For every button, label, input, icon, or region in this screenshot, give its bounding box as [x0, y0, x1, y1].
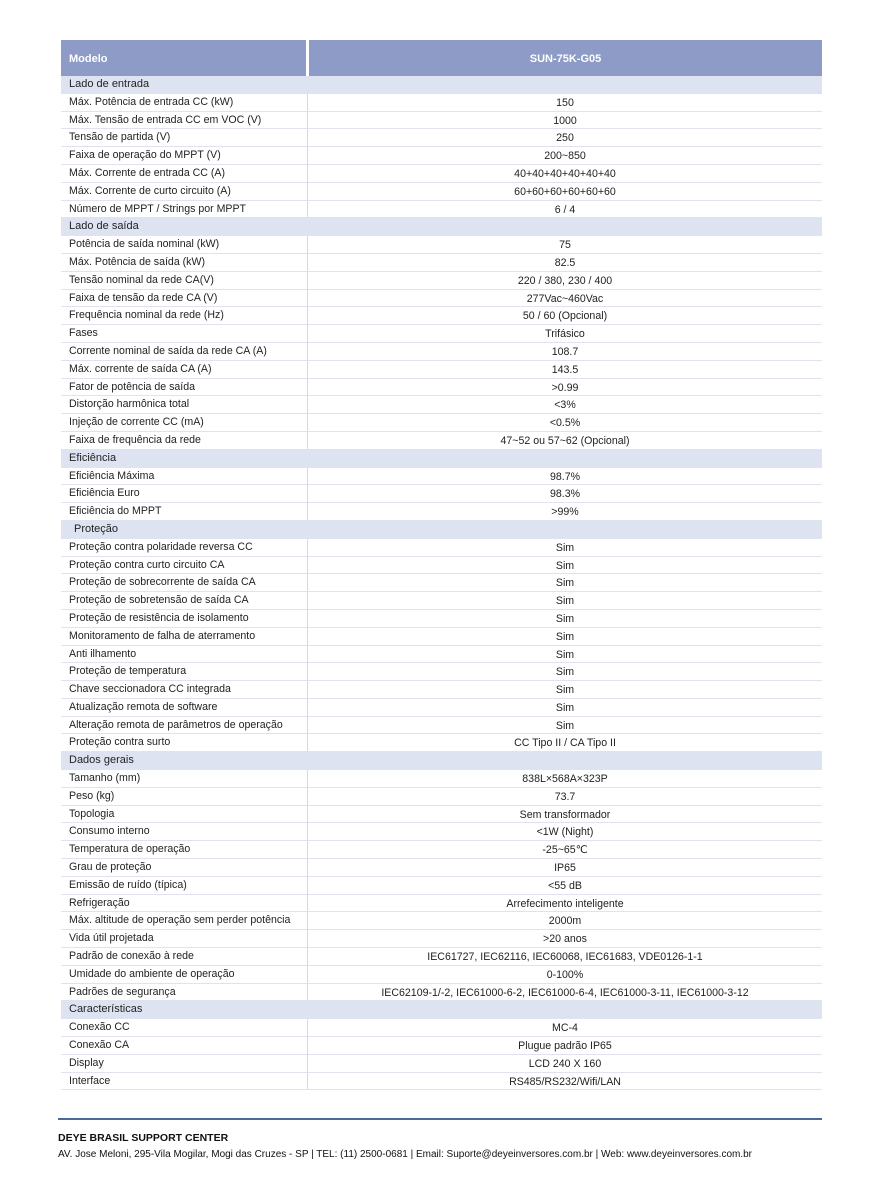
spec-table	[61, 40, 822, 1090]
table-row	[61, 183, 822, 201]
spec-value: Sim	[555, 666, 575, 679]
spec-value: Sim	[555, 630, 575, 643]
spec-label: Interface	[61, 1073, 308, 1090]
spec-value: Sim	[555, 541, 575, 554]
spec-value: Sim	[555, 559, 575, 572]
spec-label: Máx. altitude de operação sem perder potência	[61, 912, 308, 929]
spec-label: Máx. Corrente de curto circuito (A)	[61, 183, 308, 200]
spec-value: >20 anos	[543, 933, 587, 946]
spec-label: Proteção de sobretensão de saída CA	[61, 592, 308, 609]
spec-value: IEC62109-1/-2, IEC61000-6-2, IEC61000-6-4, IEC61000-3-11, IEC61000-3-12	[381, 986, 749, 999]
table-row	[61, 147, 822, 165]
spec-label: Máx. Potência de saída (kW)	[61, 254, 308, 271]
spec-value: 50 / 60 (Opcional)	[522, 310, 608, 323]
spec-value: Arrefecimento inteligente	[506, 897, 624, 910]
spec-value: 220 / 380, 230 / 400	[517, 274, 613, 287]
table-row	[61, 859, 822, 877]
section-header: Dados gerais	[61, 752, 822, 770]
table-row	[61, 129, 822, 147]
table-row	[61, 112, 822, 130]
table-row	[61, 717, 822, 735]
spec-label: Refrigeração	[61, 895, 308, 912]
spec-value: Sim	[555, 701, 575, 714]
spec-label: Proteção contra curto circuito CA	[61, 557, 308, 574]
table-row	[61, 930, 822, 948]
spec-label: Proteção de temperatura	[61, 663, 308, 680]
spec-value: 73.7	[554, 790, 576, 803]
table-row	[61, 610, 822, 628]
spec-value: Sem transformador	[519, 808, 611, 821]
spec-value: 1000	[553, 114, 577, 127]
spec-label: Faixa de frequência da rede	[61, 432, 308, 449]
spec-label: Peso (kg)	[61, 788, 308, 805]
spec-value: 47~52 ou 57~62 (Opcional)	[500, 434, 630, 447]
spec-label: Faixa de tensão da rede CA (V)	[61, 290, 308, 307]
spec-label: Máx. Potência de entrada CC (kW)	[61, 94, 308, 111]
spec-label: Máx. corrente de saída CA (A)	[61, 361, 308, 378]
spec-label: Proteção contra surto	[61, 734, 308, 751]
table-row	[61, 290, 822, 308]
spec-label: Frequência nominal da rede (Hz)	[61, 307, 308, 324]
spec-label: Injeção de corrente CC (mA)	[61, 414, 308, 431]
spec-value: <3%	[554, 399, 576, 412]
table-row	[61, 984, 822, 1002]
spec-label: Conexão CC	[61, 1019, 308, 1036]
spec-label: Número de MPPT / Strings por MPPT	[61, 201, 308, 218]
spec-label: Eficiência Euro	[61, 485, 308, 502]
spec-value: 200~850	[544, 150, 586, 163]
spec-value: 75	[559, 239, 571, 252]
table-row	[61, 895, 822, 913]
spec-value: Sim	[555, 577, 575, 590]
table-row	[61, 966, 822, 984]
spec-value: RS485/RS232/Wifi/LAN	[509, 1075, 621, 1088]
spec-value: >99%	[551, 506, 579, 519]
spec-value: IEC61727, IEC62116, IEC60068, IEC61683, VDE0126-1-1	[427, 951, 703, 964]
spec-label: Monitoramento de falha de aterramento	[61, 628, 308, 645]
spec-value: 277Vac~460Vac	[526, 292, 604, 305]
spec-value: Sim	[555, 684, 575, 697]
table-header	[61, 40, 822, 76]
table-row	[61, 806, 822, 824]
spec-value: 6 / 4	[554, 203, 576, 216]
spec-label: Chave seccionadora CC integrada	[61, 681, 308, 698]
table-row	[61, 948, 822, 966]
spec-label: Máx. Corrente de entrada CC (A)	[61, 165, 308, 182]
table-row	[61, 432, 822, 450]
table-row	[61, 254, 822, 272]
table-row	[61, 557, 822, 575]
table-row	[61, 574, 822, 592]
table-row	[61, 94, 822, 112]
spec-label: Temperatura de operação	[61, 841, 308, 858]
table-row	[61, 646, 822, 664]
table-row	[61, 361, 822, 379]
spec-label: Display	[61, 1055, 308, 1072]
table-row	[61, 485, 822, 503]
model-name: SUN-75K-G05	[309, 40, 822, 76]
table-row	[61, 770, 822, 788]
spec-value: Trifásico	[545, 328, 585, 341]
footer-address: AV. Jose Meloni, 295-Vila Mogilar, Mogi das Cruzes - SP | TEL: (11) 2500-0681 | Email: Suporte@deyeinversores.com.br | Web: www.deyeinversores.com.br	[58, 1149, 752, 1160]
spec-label: Eficiência Máxima	[61, 468, 308, 485]
table-row	[61, 734, 822, 752]
table-row	[61, 307, 822, 325]
spec-value: 143.5	[551, 363, 579, 376]
table-row	[61, 165, 822, 183]
table-row	[61, 823, 822, 841]
spec-label: Faixa de operação do MPPT (V)	[61, 147, 308, 164]
spec-label: Emissão de ruído (típica)	[61, 877, 308, 894]
spec-label: Padrão de conexão à rede	[61, 948, 308, 965]
spec-label: Anti ilhamento	[61, 646, 308, 663]
table-row	[61, 699, 822, 717]
table-row	[61, 841, 822, 859]
footer-title: DEYE BRASIL SUPPORT CENTER	[58, 1132, 229, 1144]
spec-value: -25~65℃	[542, 844, 588, 857]
spec-value: 98.3%	[549, 488, 581, 501]
spec-value: Sim	[555, 612, 575, 625]
table-row	[61, 503, 822, 521]
spec-label: Padrões de segurança	[61, 984, 308, 1001]
section-header: Lado de entrada	[61, 76, 822, 94]
spec-value: 82.5	[554, 256, 576, 269]
table-row	[61, 236, 822, 254]
table-row	[61, 681, 822, 699]
spec-value: <0.5%	[549, 417, 581, 430]
section-header: Eficiência	[61, 450, 822, 468]
spec-value: 250	[556, 132, 574, 145]
spec-value: Sim	[555, 719, 575, 732]
spec-value: 2000m	[548, 915, 582, 928]
spec-label: Distorção harmônica total	[61, 396, 308, 413]
table-row	[61, 628, 822, 646]
table-row	[61, 1037, 822, 1055]
spec-label: Umidade do ambiente de operação	[61, 966, 308, 983]
spec-label: Grau de proteção	[61, 859, 308, 876]
spec-label: Alteração remota de parâmetros de operação	[61, 717, 308, 734]
table-row	[61, 1019, 822, 1037]
footer-divider	[58, 1118, 822, 1120]
spec-label: Tensão de partida (V)	[61, 129, 308, 146]
spec-value: >0.99	[551, 381, 579, 394]
spec-label: Conexão CA	[61, 1037, 308, 1054]
spec-value: 60+60+60+60+60+60	[514, 185, 616, 198]
spec-value: 108.7	[551, 345, 579, 358]
table-row	[61, 414, 822, 432]
spec-label: Consumo interno	[61, 823, 308, 840]
spec-label: Potência de saída nominal (kW)	[61, 236, 308, 253]
spec-value: IP65	[554, 862, 576, 875]
table-row	[61, 663, 822, 681]
spec-label: Vida útil projetada	[61, 930, 308, 947]
section-header: Características	[61, 1001, 822, 1019]
table-row	[61, 877, 822, 895]
table-row	[61, 1055, 822, 1073]
spec-label: Proteção de resistência de isolamento	[61, 610, 308, 627]
table-row	[61, 379, 822, 397]
spec-label: Atualização remota de software	[61, 699, 308, 716]
spec-value: <55 dB	[548, 879, 582, 892]
spec-label: Tensão nominal da rede CA(V)	[61, 272, 308, 289]
spec-label: Máx. Tensão de entrada CC em VOC (V)	[61, 112, 308, 129]
spec-label: Proteção contra polaridade reversa CC	[61, 539, 308, 556]
spec-value: Sim	[555, 648, 575, 661]
spec-label: Fator de potência de saída	[61, 379, 308, 396]
spec-value: 40+40+40+40+40+40	[514, 167, 616, 180]
section-header: Proteção	[61, 521, 822, 539]
spec-value: 150	[556, 96, 574, 109]
table-row	[61, 1073, 822, 1091]
spec-value: 0-100%	[546, 968, 584, 981]
spec-value: MC-4	[552, 1022, 578, 1035]
table-row	[61, 912, 822, 930]
spec-label: Eficiência do MPPT	[61, 503, 308, 520]
spec-value: LCD 240 X 160	[528, 1057, 602, 1070]
section-header: Lado de saída	[61, 218, 822, 236]
table-row	[61, 592, 822, 610]
spec-value: <1W (Night)	[536, 826, 594, 839]
spec-value: Sim	[555, 595, 575, 608]
spec-label: Tamanho (mm)	[61, 770, 308, 787]
spec-label: Proteção de sobrecorrente de saída CA	[61, 574, 308, 591]
table-row	[61, 788, 822, 806]
spec-sections	[61, 76, 822, 1090]
spec-label: Corrente nominal de saída da rede CA (A)	[61, 343, 308, 360]
table-row	[61, 468, 822, 486]
header-label: Modelo	[61, 40, 306, 76]
table-row	[61, 325, 822, 343]
spec-value: 838L×568A×323P	[522, 773, 608, 786]
table-row	[61, 272, 822, 290]
spec-label: Topologia	[61, 806, 308, 823]
table-row	[61, 201, 822, 219]
table-row	[61, 396, 822, 414]
spec-value: Plugue padrão IP65	[518, 1040, 612, 1053]
spec-value: 98.7%	[549, 470, 581, 483]
table-row	[61, 539, 822, 557]
spec-value: CC Tipo II / CA Tipo II	[514, 737, 616, 750]
table-row	[61, 343, 822, 361]
spec-label: Fases	[61, 325, 308, 342]
